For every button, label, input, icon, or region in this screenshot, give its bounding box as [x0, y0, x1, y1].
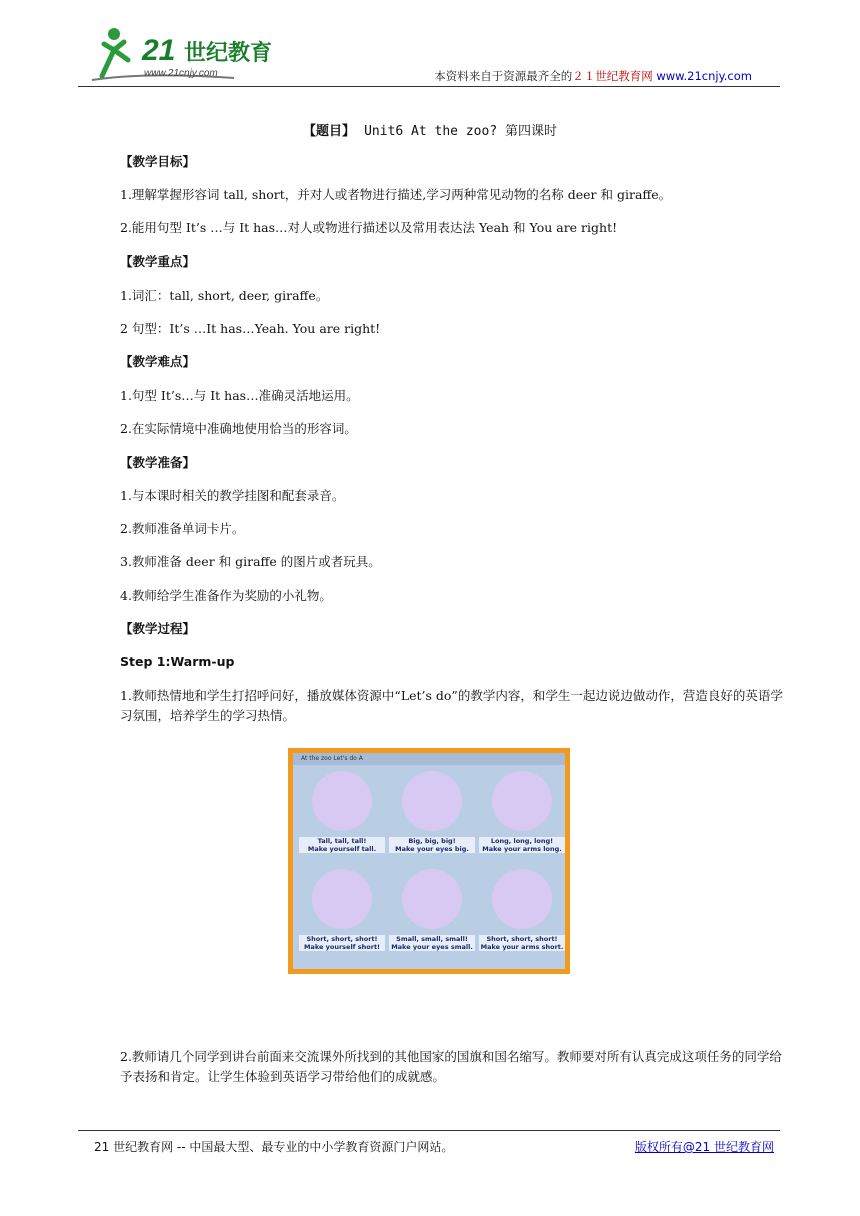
header-note: 本资料来自于资源最齐全的２１世纪教育网 www.21cnjy.com: [434, 69, 752, 83]
figure-cell-6: [479, 865, 565, 961]
section-heading-difficulty: 【教学难点】: [120, 354, 196, 369]
svg-text:21: 21: [142, 34, 176, 67]
key-item-1: 1.词汇：tall, short, deer, giraffe。: [120, 288, 329, 303]
footer-divider: [78, 1130, 780, 1131]
section-heading-key: 【教学重点】: [120, 254, 196, 269]
character-short: [312, 869, 372, 929]
process-paragraph-2: 2.教师请几个同学到讲台前面来交流课外所找到的其他国家的国旗和国名缩写。教师要对所有认真完成这项任务的同学给予表扬和肯定。让学生体验到英语学习带给他们的成就感。: [120, 1049, 782, 1084]
site-logo: [84, 20, 299, 90]
figure-caption-6: Short, short, short! Make your arms short.: [480, 935, 564, 951]
figure-caption-3: Long, long, long! Make your arms long.: [479, 837, 565, 853]
character-small: [402, 869, 462, 929]
figure-title-bar: At the zoo Let's do A: [293, 753, 565, 765]
footer-copyright-link[interactable]: 版权所有@21 世纪教育网: [634, 1140, 774, 1154]
character-tall: [312, 771, 372, 831]
character-big: [402, 771, 462, 831]
svg-text:www.21cnjy.com: www.21cnjy.com: [144, 68, 218, 79]
figure-cell-2: [389, 767, 475, 863]
figure-caption-4: Short, short, short! Make yourself short!: [299, 935, 385, 951]
svg-text:世纪教育: 世纪教育: [184, 41, 273, 66]
section-heading-process: 【教学过程】: [120, 621, 196, 636]
lets-do-screenshot: [288, 748, 570, 974]
figure-cell-5: [389, 865, 475, 961]
figure-cell-3: [479, 767, 565, 863]
prep-item-2: 2.教师准备单词卡片。: [120, 521, 245, 536]
difficulty-item-2: 2.在实际情境中准确地使用恰当的形容词。: [120, 421, 357, 436]
figure-caption-2: Big, big, big! Make your eyes big.: [389, 837, 475, 853]
goal-item-2: 2.能用句型 It’s …与 It has…对人或物进行描述以及常用表达法 Yeah 和 You are right!: [120, 220, 618, 235]
section-heading-prep: 【教学准备】: [120, 455, 196, 470]
difficulty-item-1: 1.句型 It’s…与 It has…准确灵活地运用。: [120, 388, 359, 403]
section-heading-goals: 【教学目标】: [120, 154, 196, 169]
process-paragraph-1: 1.教师热情地和学生打招呼问好，播放媒体资源中“Let’s do”的教学内容，和学生一起边说边做动作，营造良好的英语学习氛围，培养学生的学习热情。: [120, 688, 783, 723]
goal-item-1: 1.理解掌握形容词 tall, short，并对人或者物进行描述,学习两种常见动物的名称 deer 和 giraffe。: [120, 187, 672, 202]
header-site-name: ２１世纪教育网: [572, 69, 653, 83]
header-url[interactable]: www.21cnjy.com: [656, 69, 752, 83]
figure-caption-5: Small, small, small! Make your eyes small.: [389, 935, 475, 951]
footer-left-text: 21 世纪教育网 -- 中国最大型、最专业的中小学教育资源门户网站。: [94, 1140, 454, 1154]
figure-cell-4: [299, 865, 385, 961]
prep-item-1: 1.与本课时相关的教学挂图和配套录音。: [120, 488, 345, 503]
lets-do-panel: [293, 753, 565, 969]
prep-item-4: 4.教师给学生准备作为奖励的小礼物。: [120, 588, 332, 603]
figure-cell-1: [299, 767, 385, 863]
header-divider: [78, 86, 780, 87]
prep-item-3: 3.教师准备 deer 和 giraffe 的图片或者玩具。: [120, 554, 381, 569]
page-title: 【题目】 Unit6 At the zoo? 第四课时: [303, 124, 557, 139]
key-item-2: 2 句型：It’s …It has…Yeah. You are right!: [120, 321, 381, 336]
figure-caption-1: Tall, tall, tall! Make yourself tall.: [299, 837, 385, 853]
character-long: [492, 771, 552, 831]
step-1-heading: Step 1:Warm-up: [120, 654, 235, 669]
character-arms-short: [492, 869, 552, 929]
